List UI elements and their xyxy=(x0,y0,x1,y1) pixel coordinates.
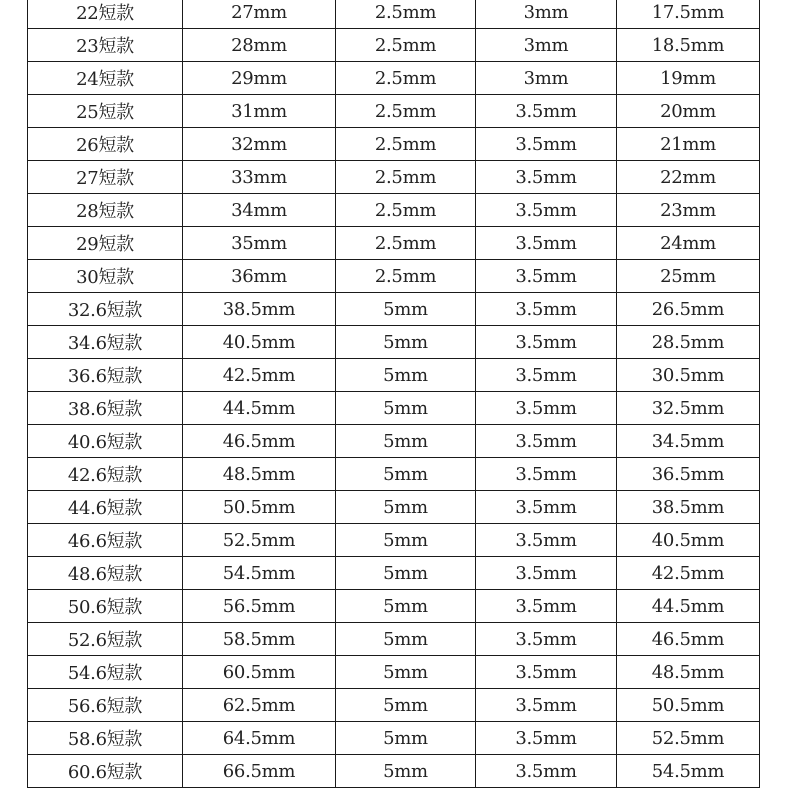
width-b-cell: 3.5mm xyxy=(476,326,617,359)
table-row xyxy=(28,359,760,392)
size-cell: 60.6短款 xyxy=(28,755,183,788)
table-row xyxy=(28,0,760,29)
table-row xyxy=(28,194,760,227)
length-cell: 58.5mm xyxy=(183,623,336,656)
table-row xyxy=(28,95,760,128)
inner-cell: 32.5mm xyxy=(617,392,760,425)
inner-cell: 50.5mm xyxy=(617,689,760,722)
table-row xyxy=(28,689,760,722)
width-a-cell: 5mm xyxy=(336,491,476,524)
width-a-cell: 5mm xyxy=(336,293,476,326)
table-body xyxy=(28,0,760,788)
width-b-cell: 3.5mm xyxy=(476,689,617,722)
width-b-cell: 3.5mm xyxy=(476,590,617,623)
length-cell: 33mm xyxy=(183,161,336,194)
table-row xyxy=(28,392,760,425)
width-a-cell: 5mm xyxy=(336,722,476,755)
width-a-cell: 2.5mm xyxy=(336,29,476,62)
table-row xyxy=(28,326,760,359)
width-a-cell: 2.5mm xyxy=(336,161,476,194)
table-row xyxy=(28,491,760,524)
length-cell: 60.5mm xyxy=(183,656,336,689)
inner-cell: 42.5mm xyxy=(617,557,760,590)
size-cell: 38.6短款 xyxy=(28,392,183,425)
width-b-cell: 3.5mm xyxy=(476,458,617,491)
size-cell: 58.6短款 xyxy=(28,722,183,755)
size-cell: 42.6短款 xyxy=(28,458,183,491)
table-row xyxy=(28,293,760,326)
inner-cell: 17.5mm xyxy=(617,0,760,29)
width-b-cell: 3.5mm xyxy=(476,656,617,689)
size-cell: 25短款 xyxy=(28,95,183,128)
width-a-cell: 2.5mm xyxy=(336,194,476,227)
inner-cell: 46.5mm xyxy=(617,623,760,656)
width-b-cell: 3.5mm xyxy=(476,161,617,194)
inner-cell: 25mm xyxy=(617,260,760,293)
size-cell: 36.6短款 xyxy=(28,359,183,392)
length-cell: 31mm xyxy=(183,95,336,128)
length-cell: 42.5mm xyxy=(183,359,336,392)
size-cell: 56.6短款 xyxy=(28,689,183,722)
width-b-cell: 3.5mm xyxy=(476,227,617,260)
table-row xyxy=(28,260,760,293)
width-a-cell: 2.5mm xyxy=(336,227,476,260)
table-row xyxy=(28,722,760,755)
size-cell: 24短款 xyxy=(28,62,183,95)
size-cell: 23短款 xyxy=(28,29,183,62)
table-row xyxy=(28,227,760,260)
length-cell: 62.5mm xyxy=(183,689,336,722)
length-cell: 54.5mm xyxy=(183,557,336,590)
size-cell: 52.6短款 xyxy=(28,623,183,656)
width-b-cell: 3.5mm xyxy=(476,557,617,590)
inner-cell: 40.5mm xyxy=(617,524,760,557)
width-b-cell: 3.5mm xyxy=(476,722,617,755)
width-a-cell: 5mm xyxy=(336,524,476,557)
width-b-cell: 3.5mm xyxy=(476,128,617,161)
size-cell: 34.6短款 xyxy=(28,326,183,359)
width-a-cell: 2.5mm xyxy=(336,128,476,161)
length-cell: 34mm xyxy=(183,194,336,227)
table-row xyxy=(28,590,760,623)
width-b-cell: 3.5mm xyxy=(476,524,617,557)
length-cell: 29mm xyxy=(183,62,336,95)
size-cell: 50.6短款 xyxy=(28,590,183,623)
length-cell: 40.5mm xyxy=(183,326,336,359)
table-row xyxy=(28,29,760,62)
length-cell: 66.5mm xyxy=(183,755,336,788)
width-a-cell: 5mm xyxy=(336,326,476,359)
inner-cell: 34.5mm xyxy=(617,425,760,458)
width-a-cell: 2.5mm xyxy=(336,260,476,293)
size-cell: 44.6短款 xyxy=(28,491,183,524)
width-a-cell: 2.5mm xyxy=(336,0,476,29)
inner-cell: 24mm xyxy=(617,227,760,260)
length-cell: 44.5mm xyxy=(183,392,336,425)
size-cell: 48.6短款 xyxy=(28,557,183,590)
width-a-cell: 5mm xyxy=(336,590,476,623)
size-cell: 30短款 xyxy=(28,260,183,293)
table-row xyxy=(28,755,760,788)
table-row xyxy=(28,161,760,194)
inner-cell: 28.5mm xyxy=(617,326,760,359)
width-a-cell: 5mm xyxy=(336,425,476,458)
width-b-cell: 3mm xyxy=(476,29,617,62)
inner-cell: 26.5mm xyxy=(617,293,760,326)
width-b-cell: 3.5mm xyxy=(476,491,617,524)
width-b-cell: 3.5mm xyxy=(476,359,617,392)
inner-cell: 38.5mm xyxy=(617,491,760,524)
inner-cell: 30.5mm xyxy=(617,359,760,392)
size-cell: 32.6短款 xyxy=(28,293,183,326)
inner-cell: 44.5mm xyxy=(617,590,760,623)
inner-cell: 22mm xyxy=(617,161,760,194)
width-b-cell: 3.5mm xyxy=(476,755,617,788)
size-cell: 46.6短款 xyxy=(28,524,183,557)
table-row xyxy=(28,524,760,557)
table-row xyxy=(28,656,760,689)
width-a-cell: 5mm xyxy=(336,557,476,590)
width-b-cell: 3.5mm xyxy=(476,194,617,227)
size-cell: 40.6短款 xyxy=(28,425,183,458)
width-a-cell: 5mm xyxy=(336,392,476,425)
inner-cell: 19mm xyxy=(617,62,760,95)
inner-cell: 36.5mm xyxy=(617,458,760,491)
length-cell: 35mm xyxy=(183,227,336,260)
size-cell: 27短款 xyxy=(28,161,183,194)
length-cell: 48.5mm xyxy=(183,458,336,491)
size-cell: 22短款 xyxy=(28,0,183,29)
size-cell: 29短款 xyxy=(28,227,183,260)
length-cell: 32mm xyxy=(183,128,336,161)
size-cell: 28短款 xyxy=(28,194,183,227)
table-row xyxy=(28,128,760,161)
width-a-cell: 5mm xyxy=(336,689,476,722)
width-b-cell: 3.5mm xyxy=(476,260,617,293)
length-cell: 27mm xyxy=(183,0,336,29)
width-b-cell: 3.5mm xyxy=(476,425,617,458)
inner-cell: 52.5mm xyxy=(617,722,760,755)
length-cell: 52.5mm xyxy=(183,524,336,557)
table-row xyxy=(28,557,760,590)
width-b-cell: 3mm xyxy=(476,62,617,95)
size-cell: 54.6短款 xyxy=(28,656,183,689)
width-b-cell: 3.5mm xyxy=(476,95,617,128)
width-b-cell: 3.5mm xyxy=(476,293,617,326)
width-a-cell: 5mm xyxy=(336,359,476,392)
size-cell: 26短款 xyxy=(28,128,183,161)
length-cell: 36mm xyxy=(183,260,336,293)
inner-cell: 20mm xyxy=(617,95,760,128)
length-cell: 28mm xyxy=(183,29,336,62)
inner-cell: 48.5mm xyxy=(617,656,760,689)
length-cell: 56.5mm xyxy=(183,590,336,623)
width-a-cell: 5mm xyxy=(336,656,476,689)
width-a-cell: 2.5mm xyxy=(336,95,476,128)
length-cell: 38.5mm xyxy=(183,293,336,326)
inner-cell: 54.5mm xyxy=(617,755,760,788)
width-b-cell: 3.5mm xyxy=(476,623,617,656)
width-a-cell: 5mm xyxy=(336,755,476,788)
table-row xyxy=(28,458,760,491)
inner-cell: 23mm xyxy=(617,194,760,227)
width-b-cell: 3mm xyxy=(476,0,617,29)
table-row xyxy=(28,425,760,458)
width-a-cell: 5mm xyxy=(336,623,476,656)
inner-cell: 21mm xyxy=(617,128,760,161)
width-b-cell: 3.5mm xyxy=(476,392,617,425)
length-cell: 50.5mm xyxy=(183,491,336,524)
inner-cell: 18.5mm xyxy=(617,29,760,62)
length-cell: 46.5mm xyxy=(183,425,336,458)
width-a-cell: 2.5mm xyxy=(336,62,476,95)
width-a-cell: 5mm xyxy=(336,458,476,491)
table-row xyxy=(28,623,760,656)
size-spec-table xyxy=(27,0,760,788)
length-cell: 64.5mm xyxy=(183,722,336,755)
table-row xyxy=(28,62,760,95)
